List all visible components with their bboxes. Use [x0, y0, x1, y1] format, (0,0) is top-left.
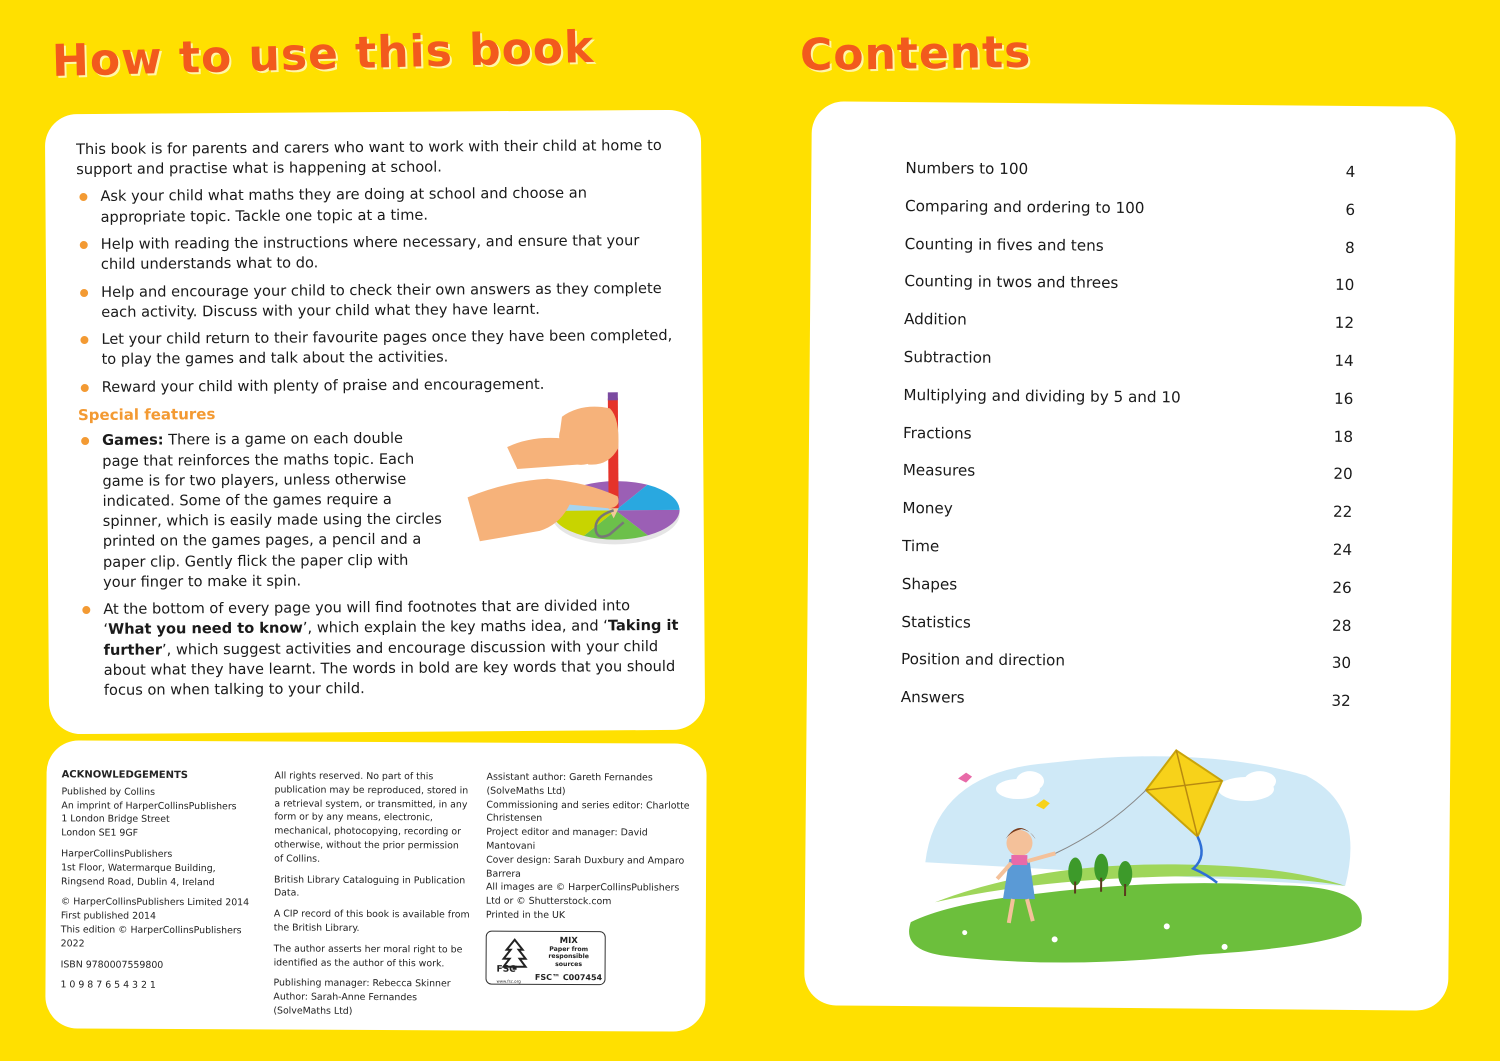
rights-statement: All rights reserved. No part of this publication may be reproduced, stored in a retrieval system, or transmitted, in any form or by any means, electronic, mechanical, photocopying, recording or otherwise, without the prior permission of Collins. — [274, 770, 469, 865]
contents-entry[interactable] — [902, 574, 1352, 616]
moral-rights-note: The author asserts her moral right to be identified as the author of this work. — [273, 943, 463, 969]
fsc-paper-from: Paper from — [549, 945, 589, 953]
contents-entry[interactable] — [904, 271, 1354, 313]
contents-entry-page: 8 — [1344, 238, 1355, 257]
intro-paragraph: This book is for parents and carers who want to work with their child at home to support and practise what is happening at school. — [76, 136, 662, 179]
contents-entry[interactable] — [902, 536, 1352, 578]
credits: Publishing manager: Rebecca Skinner Author: Sarah-Anne Fernandes (SolveMaths Ltd) — [273, 977, 451, 1017]
how-to-use-panel — [45, 110, 705, 735]
contents-entry-page: 30 — [1331, 654, 1352, 673]
acknowledgements-column-1 — [60, 768, 261, 1000]
bullet-icon — [82, 606, 90, 614]
contents-entry-label: Counting in fives and tens — [904, 234, 1104, 255]
contents-list — [901, 158, 1356, 729]
contents-entry-label: Multiplying and dividing by 5 and 10 — [903, 385, 1181, 407]
fsc-url: www.fsc.org — [496, 978, 521, 984]
tip-item: Help with reading the instructions where necessary, and ensure that your child understands what to do. — [77, 231, 677, 276]
contents-entry-page: 26 — [1332, 578, 1352, 597]
contents-entry-label: Fractions — [902, 423, 972, 443]
acknowledgements-panel — [45, 740, 706, 1031]
contents-entry-label: Subtraction — [903, 348, 992, 367]
contents-entry-page: 12 — [1334, 313, 1355, 333]
contents-entry[interactable] — [903, 347, 1353, 389]
isbn: ISBN 9780007559800 — [60, 958, 164, 971]
contents-entry[interactable] — [904, 309, 1354, 351]
contents-entry-label: Time — [902, 536, 940, 556]
contents-entry-page: 22 — [1332, 502, 1353, 522]
games-feature-item: Games: There is a game on each double page that reinforces the maths topic. Each game is for two players, unless otherwise indicated. Some of the games require a spinner, which is easily made using the circles printed on the games pages, a pencil and a paper clip. Gently flick the paper clip with your finger to make it spin. — [78, 429, 443, 593]
contents-entry-label: Counting in twos and threes — [904, 272, 1119, 293]
tip-item: Ask your child what maths they are doing at school and choose an appropriate topic. Tackle one topic at a time. — [76, 183, 676, 228]
contents-entry-page: 18 — [1333, 427, 1354, 446]
footnotes-feature-item: At the bottom of every page you will find footnotes that are divided into ‘What you need to know’, which explain the key maths idea, and ‘Taking it further’, which suggest activities and encourage discussion with your child about what they have learnt. The words in bold are key words that you should focus on when talking to your child. — [79, 596, 680, 701]
fsc-logo — [485, 930, 605, 985]
contents-entry[interactable] — [902, 460, 1352, 502]
kite-girl-illustration — [904, 742, 1366, 968]
contents-entry-label: Addition — [903, 310, 967, 329]
bullet-icon — [79, 193, 87, 201]
contents-entry[interactable] — [905, 158, 1355, 200]
contents-entry-page: 10 — [1334, 276, 1355, 295]
contents-entry-label: Statistics — [901, 612, 971, 632]
contents-entry-label: Answers — [900, 688, 965, 707]
tip-item: Reward your child with plenty of praise and encouragement. — [78, 374, 678, 398]
contents-entry-page: 14 — [1334, 351, 1354, 370]
bullet-icon — [80, 336, 88, 344]
bullet-icon — [81, 437, 89, 445]
contents-entry-label: Money — [902, 499, 953, 518]
cip-note: A CIP record of this book is available from the British Library. — [273, 908, 470, 934]
contents-entry[interactable] — [901, 649, 1351, 691]
tip-item: Let your child return to their favourite pages once they have been completed, to play the games and talk about the activities. — [77, 326, 677, 371]
bullet-icon — [80, 241, 88, 249]
print-line: 1 0 9 8 7 6 5 4 3 2 1 — [60, 979, 156, 992]
tips-list — [76, 183, 677, 398]
fsc-label: FSC — [496, 964, 516, 975]
contents-entry-label: Numbers to 100 — [905, 159, 1029, 179]
contents-entry-label: Measures — [902, 461, 976, 481]
contents-entry[interactable] — [903, 385, 1353, 427]
contents-entry-label: Position and direction — [901, 650, 1066, 670]
contents-entry-page: 28 — [1331, 616, 1352, 635]
contents-entry[interactable] — [902, 498, 1352, 540]
contents-panel — [804, 101, 1456, 1011]
how-to-use-title: How to use this book — [51, 21, 595, 87]
dublin-address: HarperCollinsPublishers 1st Floor, Watermarque Building, Ringsend Road, Dublin 4, Ireland — [60, 848, 216, 888]
contents-entry-page: 32 — [1331, 691, 1351, 711]
contents-entry-page: 4 — [1345, 162, 1356, 181]
acknowledgements-column-3 — [485, 771, 691, 986]
fsc-mix: MIX — [559, 935, 578, 946]
bullet-icon — [81, 384, 89, 392]
acknowledgements-heading: ACKNOWLEDGEMENTS — [61, 769, 189, 782]
contents-entry[interactable] — [903, 423, 1353, 465]
bullet-icon — [80, 289, 88, 297]
tip-item: Help and encourage your child to check their own answers as they complete each activity. Discuss with your child what they have learnt. — [77, 278, 677, 323]
contents-entry-page: 24 — [1332, 540, 1353, 559]
credits-list: Assistant author: Gareth Fernandes (SolveMaths Ltd) Commissioning and series editor: Charlotte Christensen Project editor and manager: David Mantovani Cover design: Sarah Duxbury and Amparo Barrera All images are © HarperCollinsPublishers Ltd or © Shutterstock.com Printed in the UK — [485, 771, 690, 921]
contents-entry-page: 20 — [1333, 465, 1353, 484]
contents-entry[interactable] — [901, 612, 1351, 654]
contents-entry-page: 16 — [1333, 389, 1354, 408]
publisher-address: Published by Collins An imprint of HarperCollinsPublishers 1 London Bridge Street London SE1 9GF — [61, 786, 237, 839]
contents-entry[interactable] — [904, 234, 1354, 276]
special-features-heading: Special features — [77, 405, 216, 425]
acknowledgements-column-2 — [273, 769, 470, 1026]
copyright-info: © HarperCollinsPublishers Limited 2014 First published 2014 This edition © HarperCollinsPublishers 2022 — [60, 896, 250, 950]
contents-title: Contents — [799, 26, 1032, 81]
spinner-illustration — [467, 386, 688, 568]
fsc-responsible-sources: responsible sources — [548, 953, 589, 968]
fsc-code: FSC™ C007454 — [534, 972, 603, 983]
contents-entry-page: 6 — [1345, 200, 1356, 219]
contents-entry-label: Shapes — [901, 574, 958, 594]
contents-entry[interactable] — [901, 687, 1351, 729]
contents-entry-label: Comparing and ordering to 100 — [904, 196, 1145, 217]
contents-entry[interactable] — [905, 196, 1355, 238]
cataloguing-note: British Library Cataloguing in Publication Data. — [273, 874, 466, 899]
